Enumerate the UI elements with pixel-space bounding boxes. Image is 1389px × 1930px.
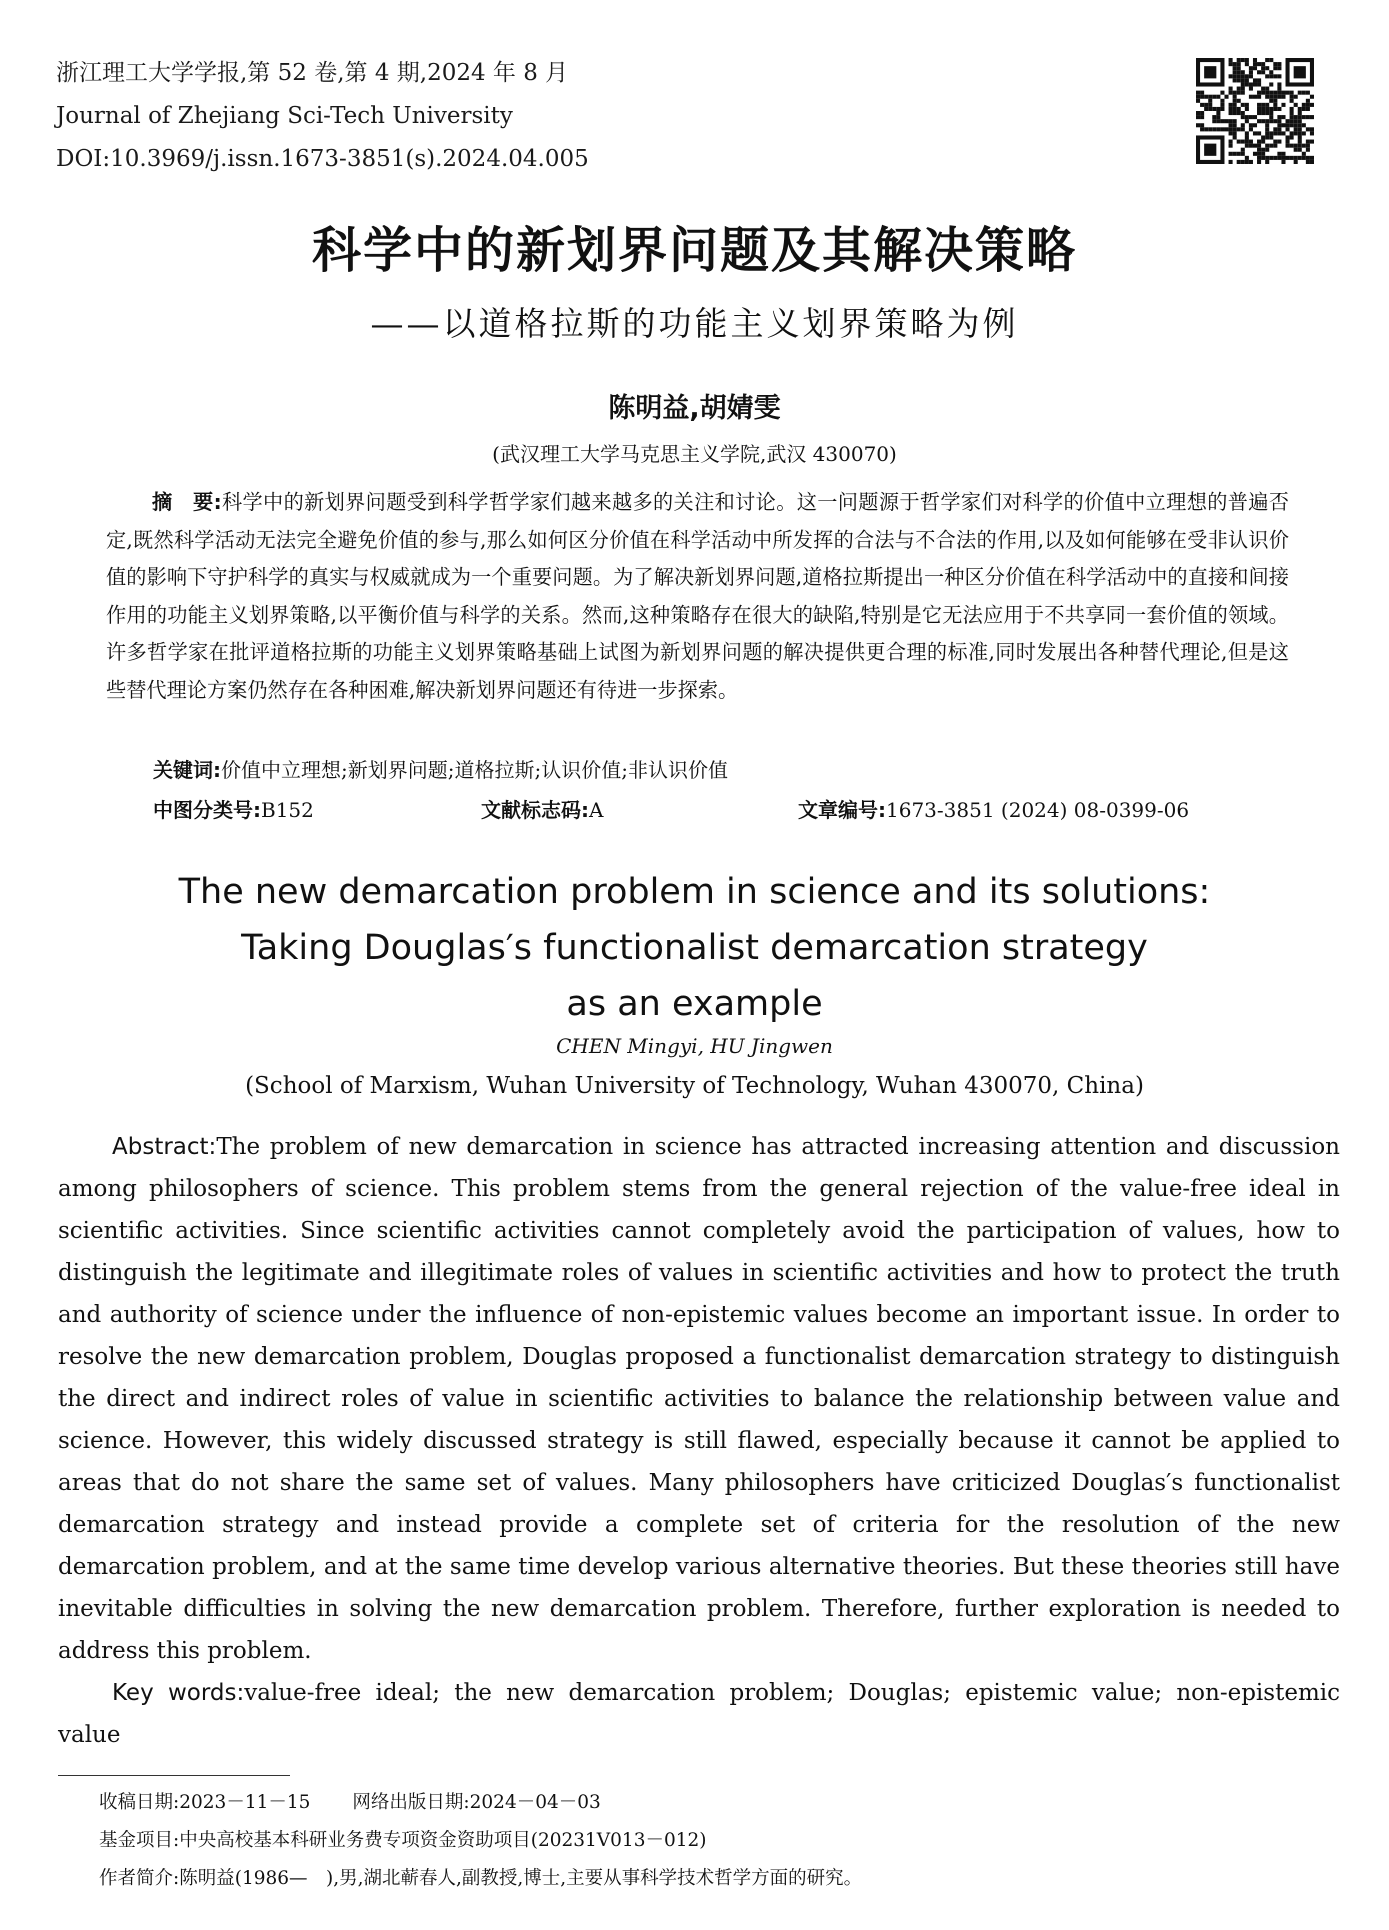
footnotes: [99, 1784, 862, 1898]
keywords-zh-text: 价值中立理想;新划界问题;道格拉斯;认识价值;非认识价值: [221, 758, 728, 782]
article-number: [798, 794, 1189, 823]
keywords-en: [58, 1672, 1340, 1756]
article-no-label: 文章编号:: [798, 798, 886, 822]
abstract-zh: [106, 484, 1289, 709]
doc-code-value: A: [589, 798, 604, 822]
article-title-zh: 科学中的新划界问题及其解决策略: [311, 222, 1077, 279]
abstract-zh-label: 摘 要:: [152, 490, 222, 514]
received-label: 收稿日期:: [99, 1792, 180, 1813]
title-en-line-2: Taking Douglas′s functionalist demarcation strategy: [241, 928, 1148, 968]
keywords-zh-label: 关键词:: [153, 758, 221, 782]
abstract-zh-text: 科学中的新划界问题受到科学哲学家们越来越多的关注和讨论。这一问题源于哲学家们对科学的价值中立理想的普遍否定,既然科学活动无法完全避免价值的参与,那么如何区分价值在科学活动中所发挥的合法与不合法的作用,以及如何能够在受非认识价值的影响下守护科学的真实与权威就成为一个重要问题。为了解决新划界问题,道格拉斯提出一种区分价值在科学活动中的直接和间接作用的功能主义划界策略,以平衡价值与科学的关系。然而,这种策略存在很大的缺陷,特别是它无法应用于不共享同一套价值的领域。许多哲学家在批评道格拉斯的功能主义划界策略基础上试图为新划界问题的解决提供更合理的标准,同时发展出各种替代理论,但是这些替代理论方案仍然存在各种困难,解决新划界问题还有待进一步探索。: [106, 490, 1289, 702]
footnote-fund: [99, 1822, 862, 1860]
journal-issue-zh: 浙江理工大学学报,第 52 卷,第 4 期,2024 年 8 月: [56, 60, 569, 86]
abstract-en-text: The problem of new demarcation in science has attracted increasing attention and discussion among philosophers of science. This problem stems from the general rejection of the value-free ideal in scientific activities. Since scientific activities cannot completely avoid the participation of values, how to distinguish the legitimate and illegitimate roles of values in scientific activities and how to protect the truth and authority of science under the influence of non-epistemic values become an important issue. In order to resolve the new demarcation problem, Douglas proposed a functionalist demarcation strategy to distinguish the direct and indirect roles of value in scientific activities to balance the relationship between value and science. However, this widely discussed strategy is still flawed, especially because it cannot be applied to areas that do not share the same set of values. Many philosophers have criticized Douglas′s functionalist demarcation strategy and instead provide a complete set of criteria for the resolution of the new demarcation problem, and at the same time develop various alternative theories. But these theories still have inevitable difficulties in solving the new demarcation problem. Therefore, further exploration is needed to address this problem.: [58, 1134, 1340, 1664]
abstract-en: [58, 1126, 1340, 1672]
journal-name-en: Journal of Zhejiang Sci-Tech University: [56, 103, 513, 129]
document-code: [481, 794, 603, 823]
fund-label: 基金项目:: [99, 1830, 180, 1851]
footnote-divider: [58, 1775, 290, 1776]
journal-header: [56, 52, 589, 181]
doc-code-label: 文献标志码:: [481, 798, 589, 822]
authors-en: CHEN Mingyi, HU Jingwen: [556, 1034, 833, 1058]
received-date: 2023－11－15: [179, 1792, 311, 1813]
doi: DOI:10.3969/j.issn.1673-3851(s).2024.04.005: [56, 146, 589, 172]
article-no-value: 1673-3851 (2024) 08-0399-06: [886, 798, 1190, 822]
clc-value: B152: [261, 798, 314, 822]
affiliation-en: (School of Marxism, Wuhan University of Technology, Wuhan 430070, China): [245, 1073, 1144, 1099]
clc-label: 中图分类号:: [153, 798, 261, 822]
keywords-en-label: Key words:: [112, 1680, 245, 1706]
title-en-line-3: as an example: [566, 984, 823, 1024]
footnote-author: [99, 1860, 862, 1898]
article-subtitle-zh: ——以道格拉斯的功能主义划界策略为例: [370, 304, 1019, 343]
fund-value: 中央高校基本科研业务费专项资金资助项目(20231V013－012): [179, 1830, 707, 1851]
qr-code-icon: [1196, 58, 1314, 164]
author-bio-value: 陈明益(1986— ),男,湖北蕲春人,副教授,博士,主要从事科学技术哲学方面的研究。: [179, 1868, 863, 1889]
affiliation-zh: (武汉理工大学马克思主义学院,武汉 430070): [492, 442, 897, 466]
keywords-zh: [153, 754, 728, 783]
online-label: 网络出版日期:: [352, 1792, 470, 1813]
authors-zh: 陈明益,胡婧雯: [608, 393, 781, 424]
clc-number: [153, 794, 314, 823]
keywords-en-text: value-free ideal; the new demarcation problem; Douglas; epistemic value; non-epistemic value: [58, 1680, 1340, 1748]
title-en-line-1: The new demarcation problem in science and its solutions:: [178, 872, 1211, 912]
abstract-en-label: Abstract:: [112, 1134, 217, 1160]
article-title-en: [0, 864, 1389, 1032]
footnote-dates: [99, 1784, 862, 1822]
author-bio-label: 作者简介:: [99, 1868, 180, 1889]
online-date: 2024－04－03: [469, 1792, 601, 1813]
